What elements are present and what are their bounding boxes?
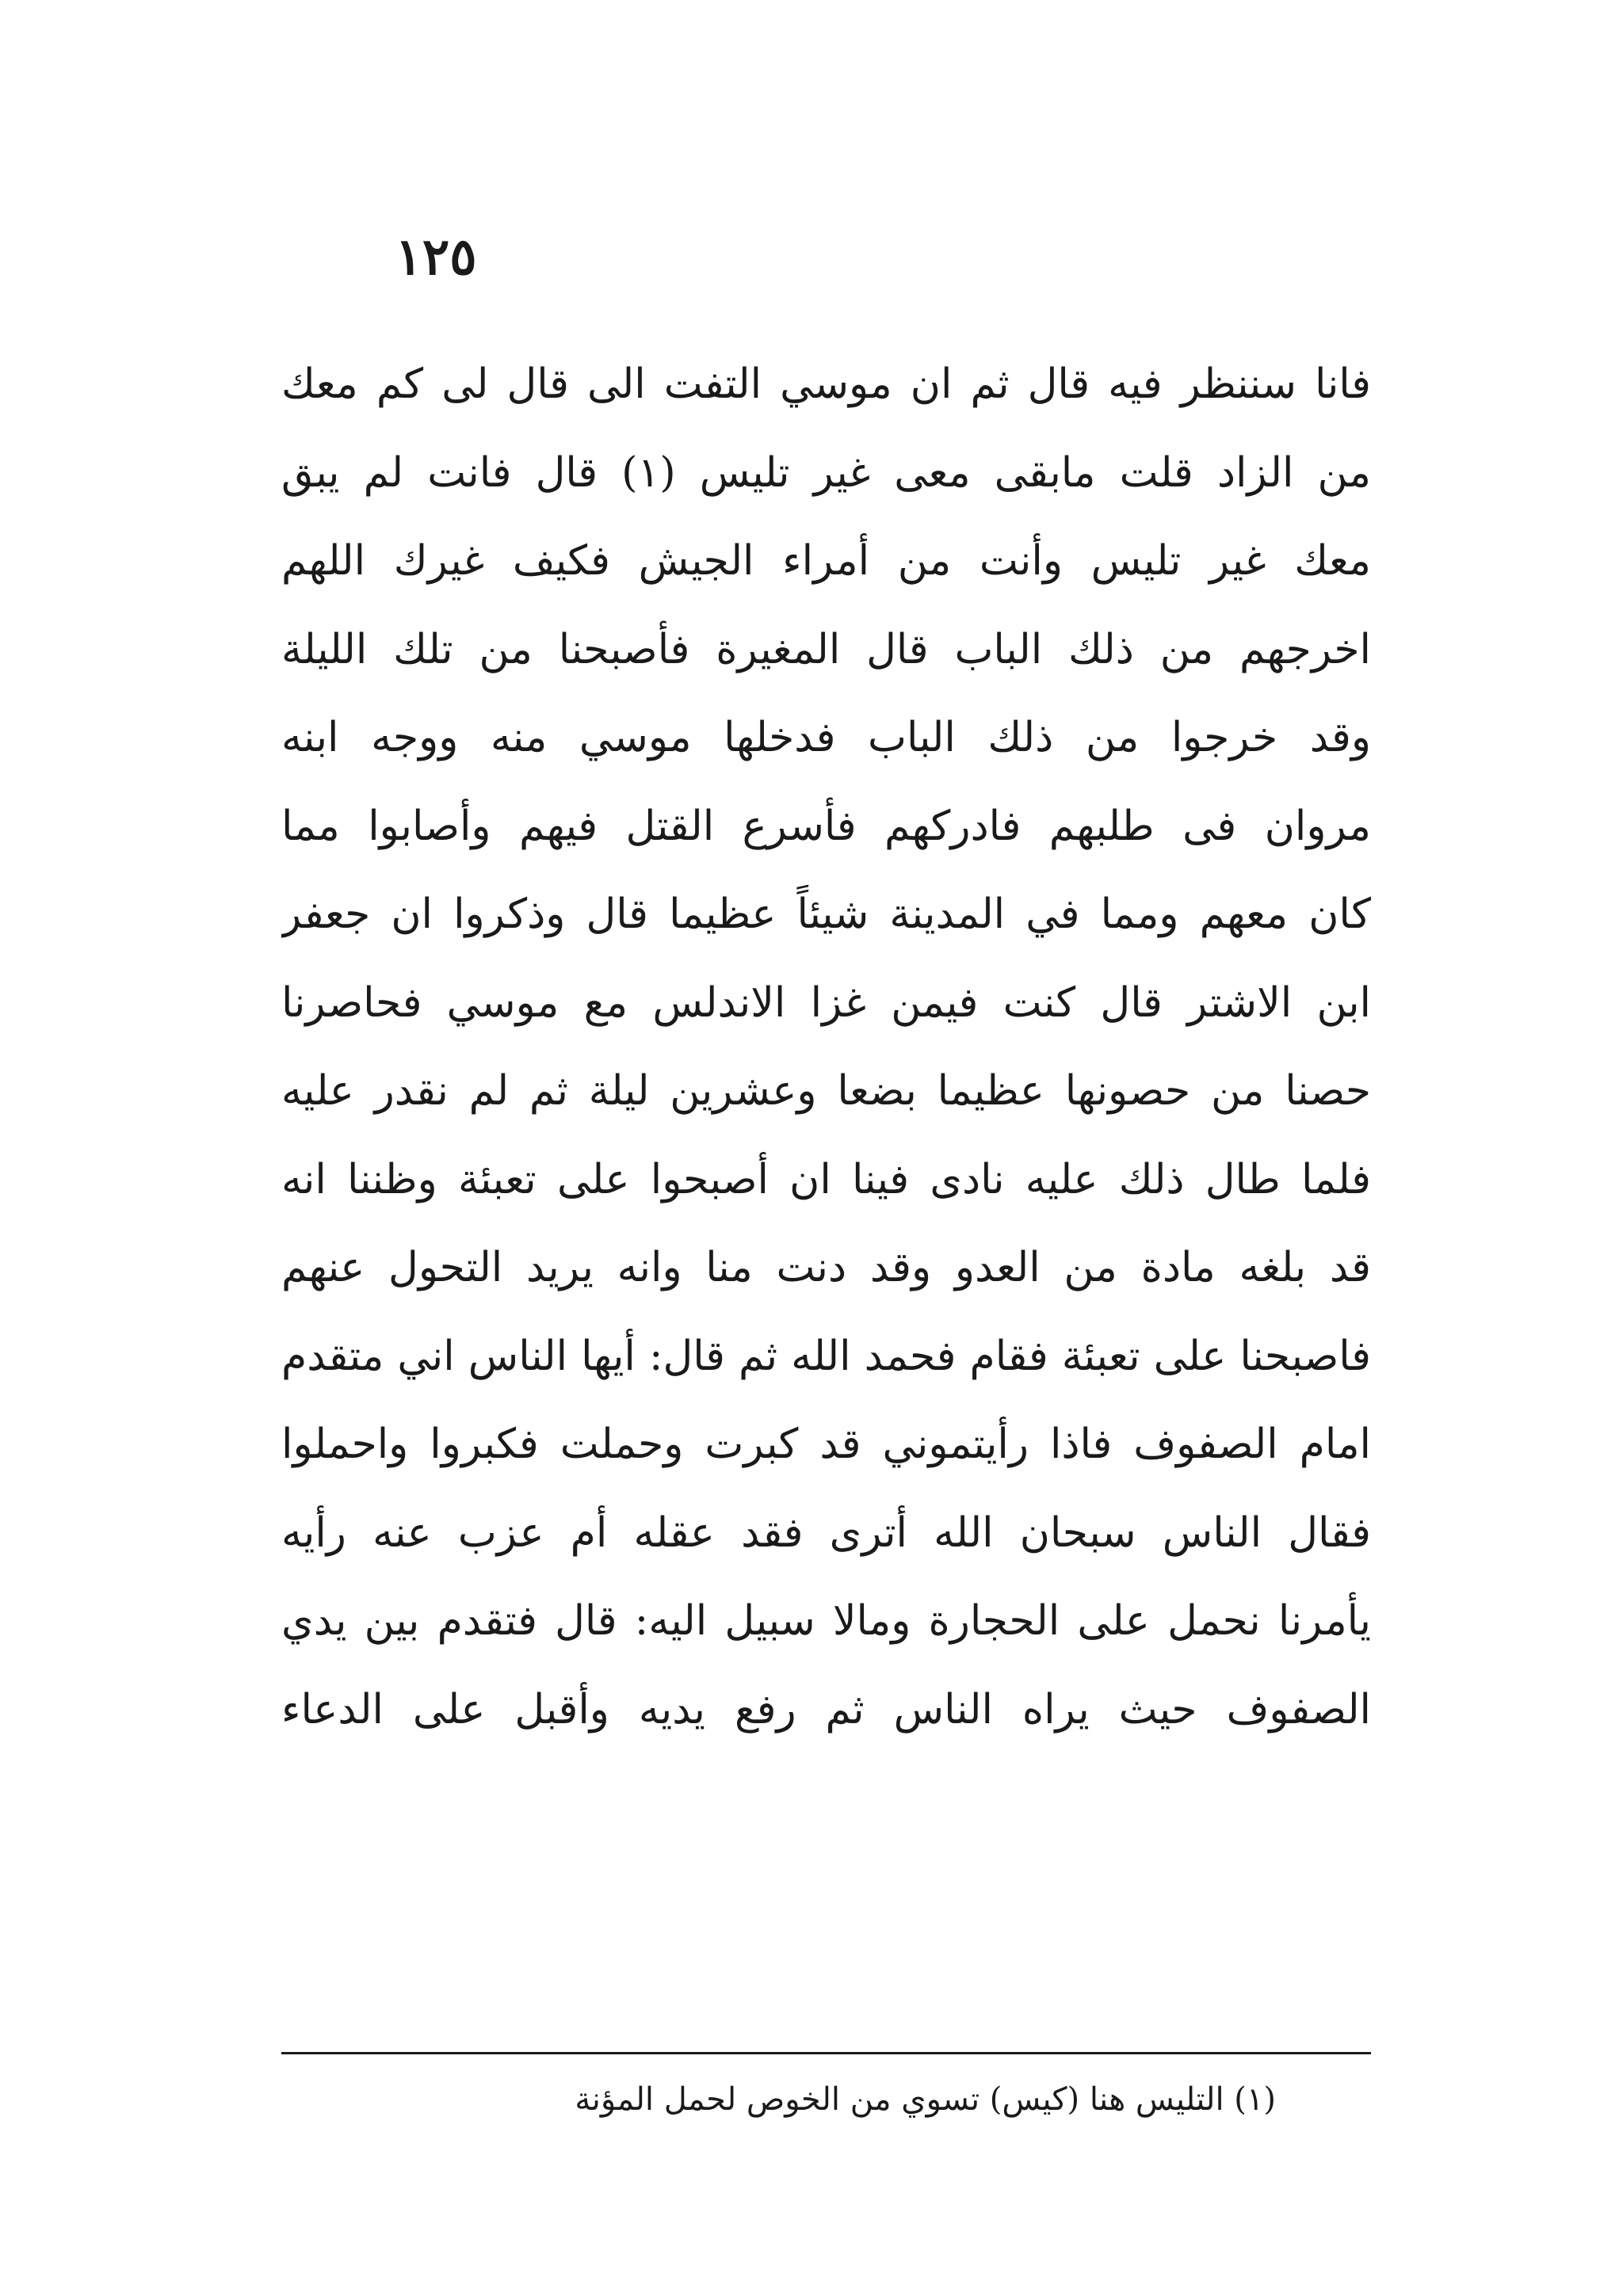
text-line: وقد خرجوا من ذلك الباب فدخلها موسي منه ووجه ابنه	[281, 714, 1371, 761]
text-line: ابن الاشتر قال كنت فيمن غزا الاندلس مع موسي فحاصرنا	[281, 978, 1371, 1027]
text-line: كان معهم ومما في المدينة شيئاً عظيما قال وذكروا ان جعفر	[281, 891, 1371, 938]
text-line: امام الصفوف فاذا رأيتموني قد كبرت وحملت فكبروا واحملوا	[281, 1421, 1371, 1468]
footnote: (١) التليس هنا (كيس) تسوي من الخوص لحمل المؤنة	[575, 2081, 1276, 2118]
text-line: مروان فى طلبهم فادركهم فأسرع القتل فيهم وأصابوا مما	[281, 802, 1371, 850]
text-line: فانا سننظر فيه قال ثم ان موسي التفت الى قال لى كم معك	[281, 360, 1371, 408]
footnote-divider	[281, 2052, 1371, 2054]
text-line: من الزاد قلت مابقى معى غير تليس (١) قال فانت لم يبق	[281, 448, 1371, 497]
text-line: اخرجهم من ذلك الباب قال المغيرة فأصبحنا من تلك الليلة	[281, 625, 1371, 673]
body-text	[281, 341, 1371, 1754]
page-number: ١٢٥	[395, 227, 477, 287]
text-line: يأمرنا نحمل على الحجارة ومالا سبيل اليه: قال فتقدم بين يدي	[281, 1597, 1371, 1645]
text-line: معك غير تليس وأنت من أمراء الجيش فكيف غيرك اللهم	[281, 537, 1371, 585]
text-line: فقال الناس سبحان الله أترى فقد عقله أم عزب عنه رأيه	[281, 1508, 1371, 1557]
text-line: قد بلغه مادة من العدو وقد دنت منا وانه يريد التحول عنهم	[281, 1244, 1371, 1291]
text-line: فلما طال ذلك عليه نادى فينا ان أصبحوا على تعبئة وظننا انه	[281, 1155, 1371, 1203]
text-line: الصفوف حيث يراه الناس ثم رفع يديه وأقبل على الدعاء	[281, 1685, 1371, 1733]
text-line: فاصبحنا على تعبئة فقام فحمد الله ثم قال: أيها الناس اني متقدم	[281, 1332, 1371, 1380]
text-line: حصنا من حصونها عظيما بضعا وعشرين ليلة ثم لم نقدر عليه	[281, 1067, 1371, 1115]
